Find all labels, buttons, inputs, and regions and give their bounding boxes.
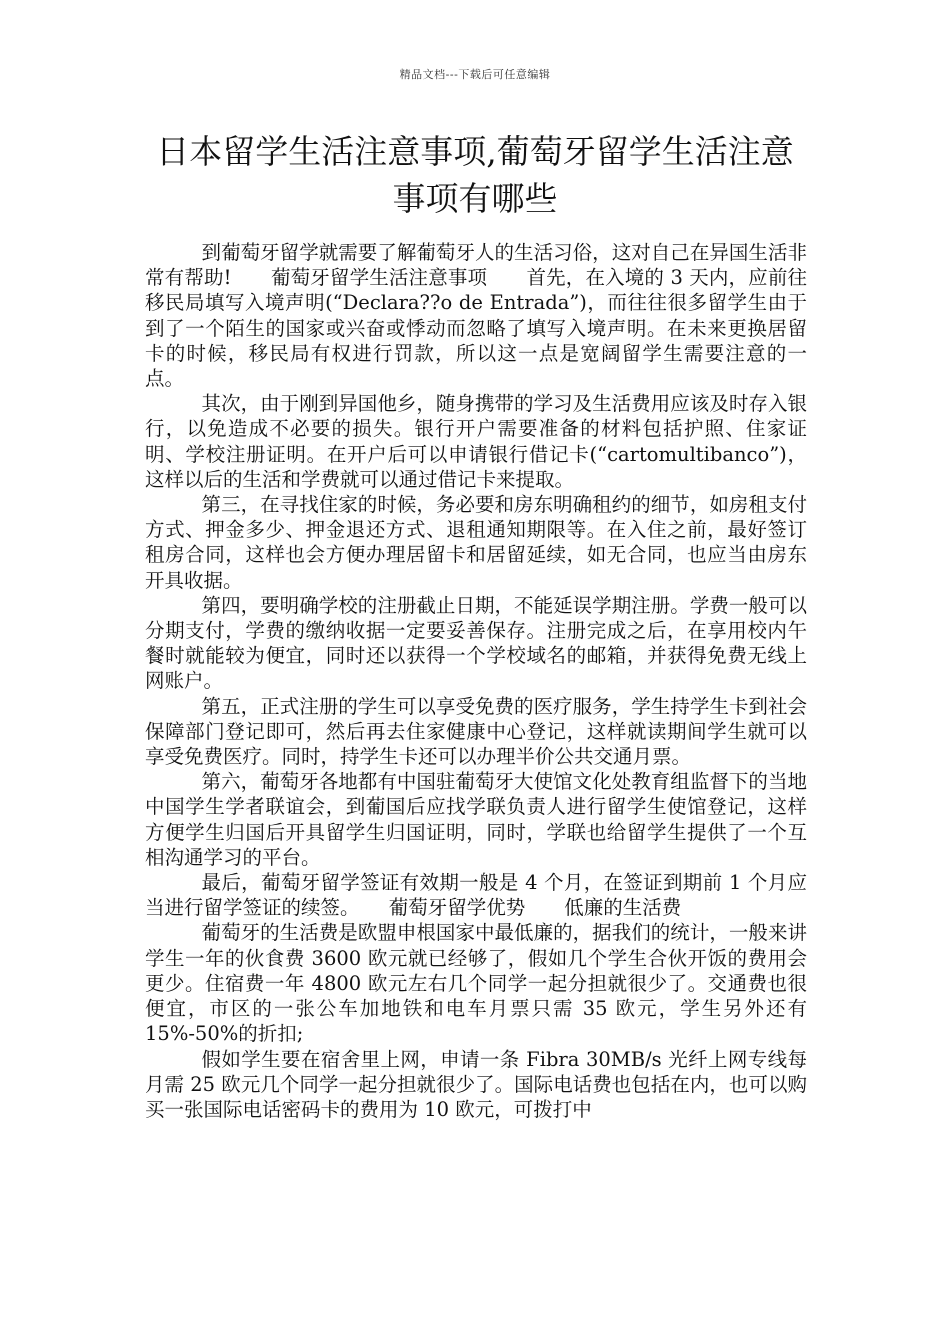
paragraph-3: 第三，在寻找住家的时候，务必要和房东明确租约的细节，如房租支付方式、押金多少、押金退还方式、退租通知期限等。在入住之前，最好签订租房合同，这样也会方便办理居留卡和居留延续，如无合同，也应当由房东开具收据。 (145, 493, 807, 592)
paragraph-4: 第四，要明确学校的注册截止日期，不能延误学期注册。学费一般可以分期支付，学费的缴纳收据一定要妥善保存。注册完成之后，在享用校内午餐时就能较为便宜，同时还以获得一个学校域名的邮箱，并获得免费无线上网账户。 (145, 593, 807, 693)
paragraph-7: 最后，葡萄牙留学签证有效期一般是 4 个月，在签证到期前 1 个月应当进行留学签证的续签。 葡萄牙留学优势 低廉的生活费 (145, 871, 807, 920)
paragraph-5: 第五，正式注册的学生可以享受免费的医疗服务，学生持学生卡到社会保障部门登记即可，然后再去住家健康中心登记，这样就读期间学生就可以享受免费医疗。同时，持学生卡还可以办理半价公共交通月票。 (145, 694, 807, 769)
paragraph-1: 到葡萄牙留学就需要了解葡萄牙人的生活习俗，这对自己在异国生活非常有帮助! 葡萄牙留学生活注意事项 首先，在入境的 3 天内，应前往移民局填写入境声明(“Declara??o de Entrada”)，而往往很多留学生由于到了一个陌生的国家或兴奋或悸动而忽略了填写入境声明。在未来更换居留卡的时候，移民局有权进行罚款，所以这一点是宽阔留学生需要注意的一点。 (145, 241, 807, 391)
document-body (145, 240, 807, 1122)
page-header: 精品文档---下载后可任意编辑 (399, 68, 551, 81)
paragraph-6: 第六，葡萄牙各地都有中国驻葡萄牙大使馆文化处教育组监督下的当地中国学生学者联谊会，到葡国后应找学联负责人进行留学生使馆登记，这样方便学生归国后开具留学生归国证明，同时，学联也给留学生提供了一个互相沟通学习的平台。 (145, 770, 807, 869)
document-title: 日本留学生活注意事项,葡萄牙留学生活注意事项有哪些 (156, 132, 794, 218)
paragraph-8: 葡萄牙的生活费是欧盟申根国家中最低廉的，据我们的统计，一般来讲学生一年的伙食费 3600 欧元就已经够了，假如几个学生合伙开饭的费用会更少。住宿费一年 4800 欧元左右几个同学一起分担就很少了。交通费也很便宜，市区的一张公车加地铁和电车月票只需 35 欧元，学生另外还有 15%-50%的折扣; (145, 921, 807, 1046)
paragraph-2: 其次，由于刚到异国他乡，随身携带的学习及生活费用应该及时存入银行，以免造成不必要的损失。银行开户需要准备的材料包括护照、住家证明、学校注册证明。在开户后可以申请银行借记卡(“cartomultibanco”)，这样以后的生活和学费就可以通过借记卡来提取。 (145, 392, 807, 491)
paragraph-9: 假如学生要在宿舍里上网，申请一条 Fibra 30MB/s 光纤上网专线每月需 25 欧元几个同学一起分担就很少了。国际电话费也包括在内，也可以购买一张国际电话密码卡的费用为 10 欧元，可拨打中 (145, 1047, 807, 1121)
